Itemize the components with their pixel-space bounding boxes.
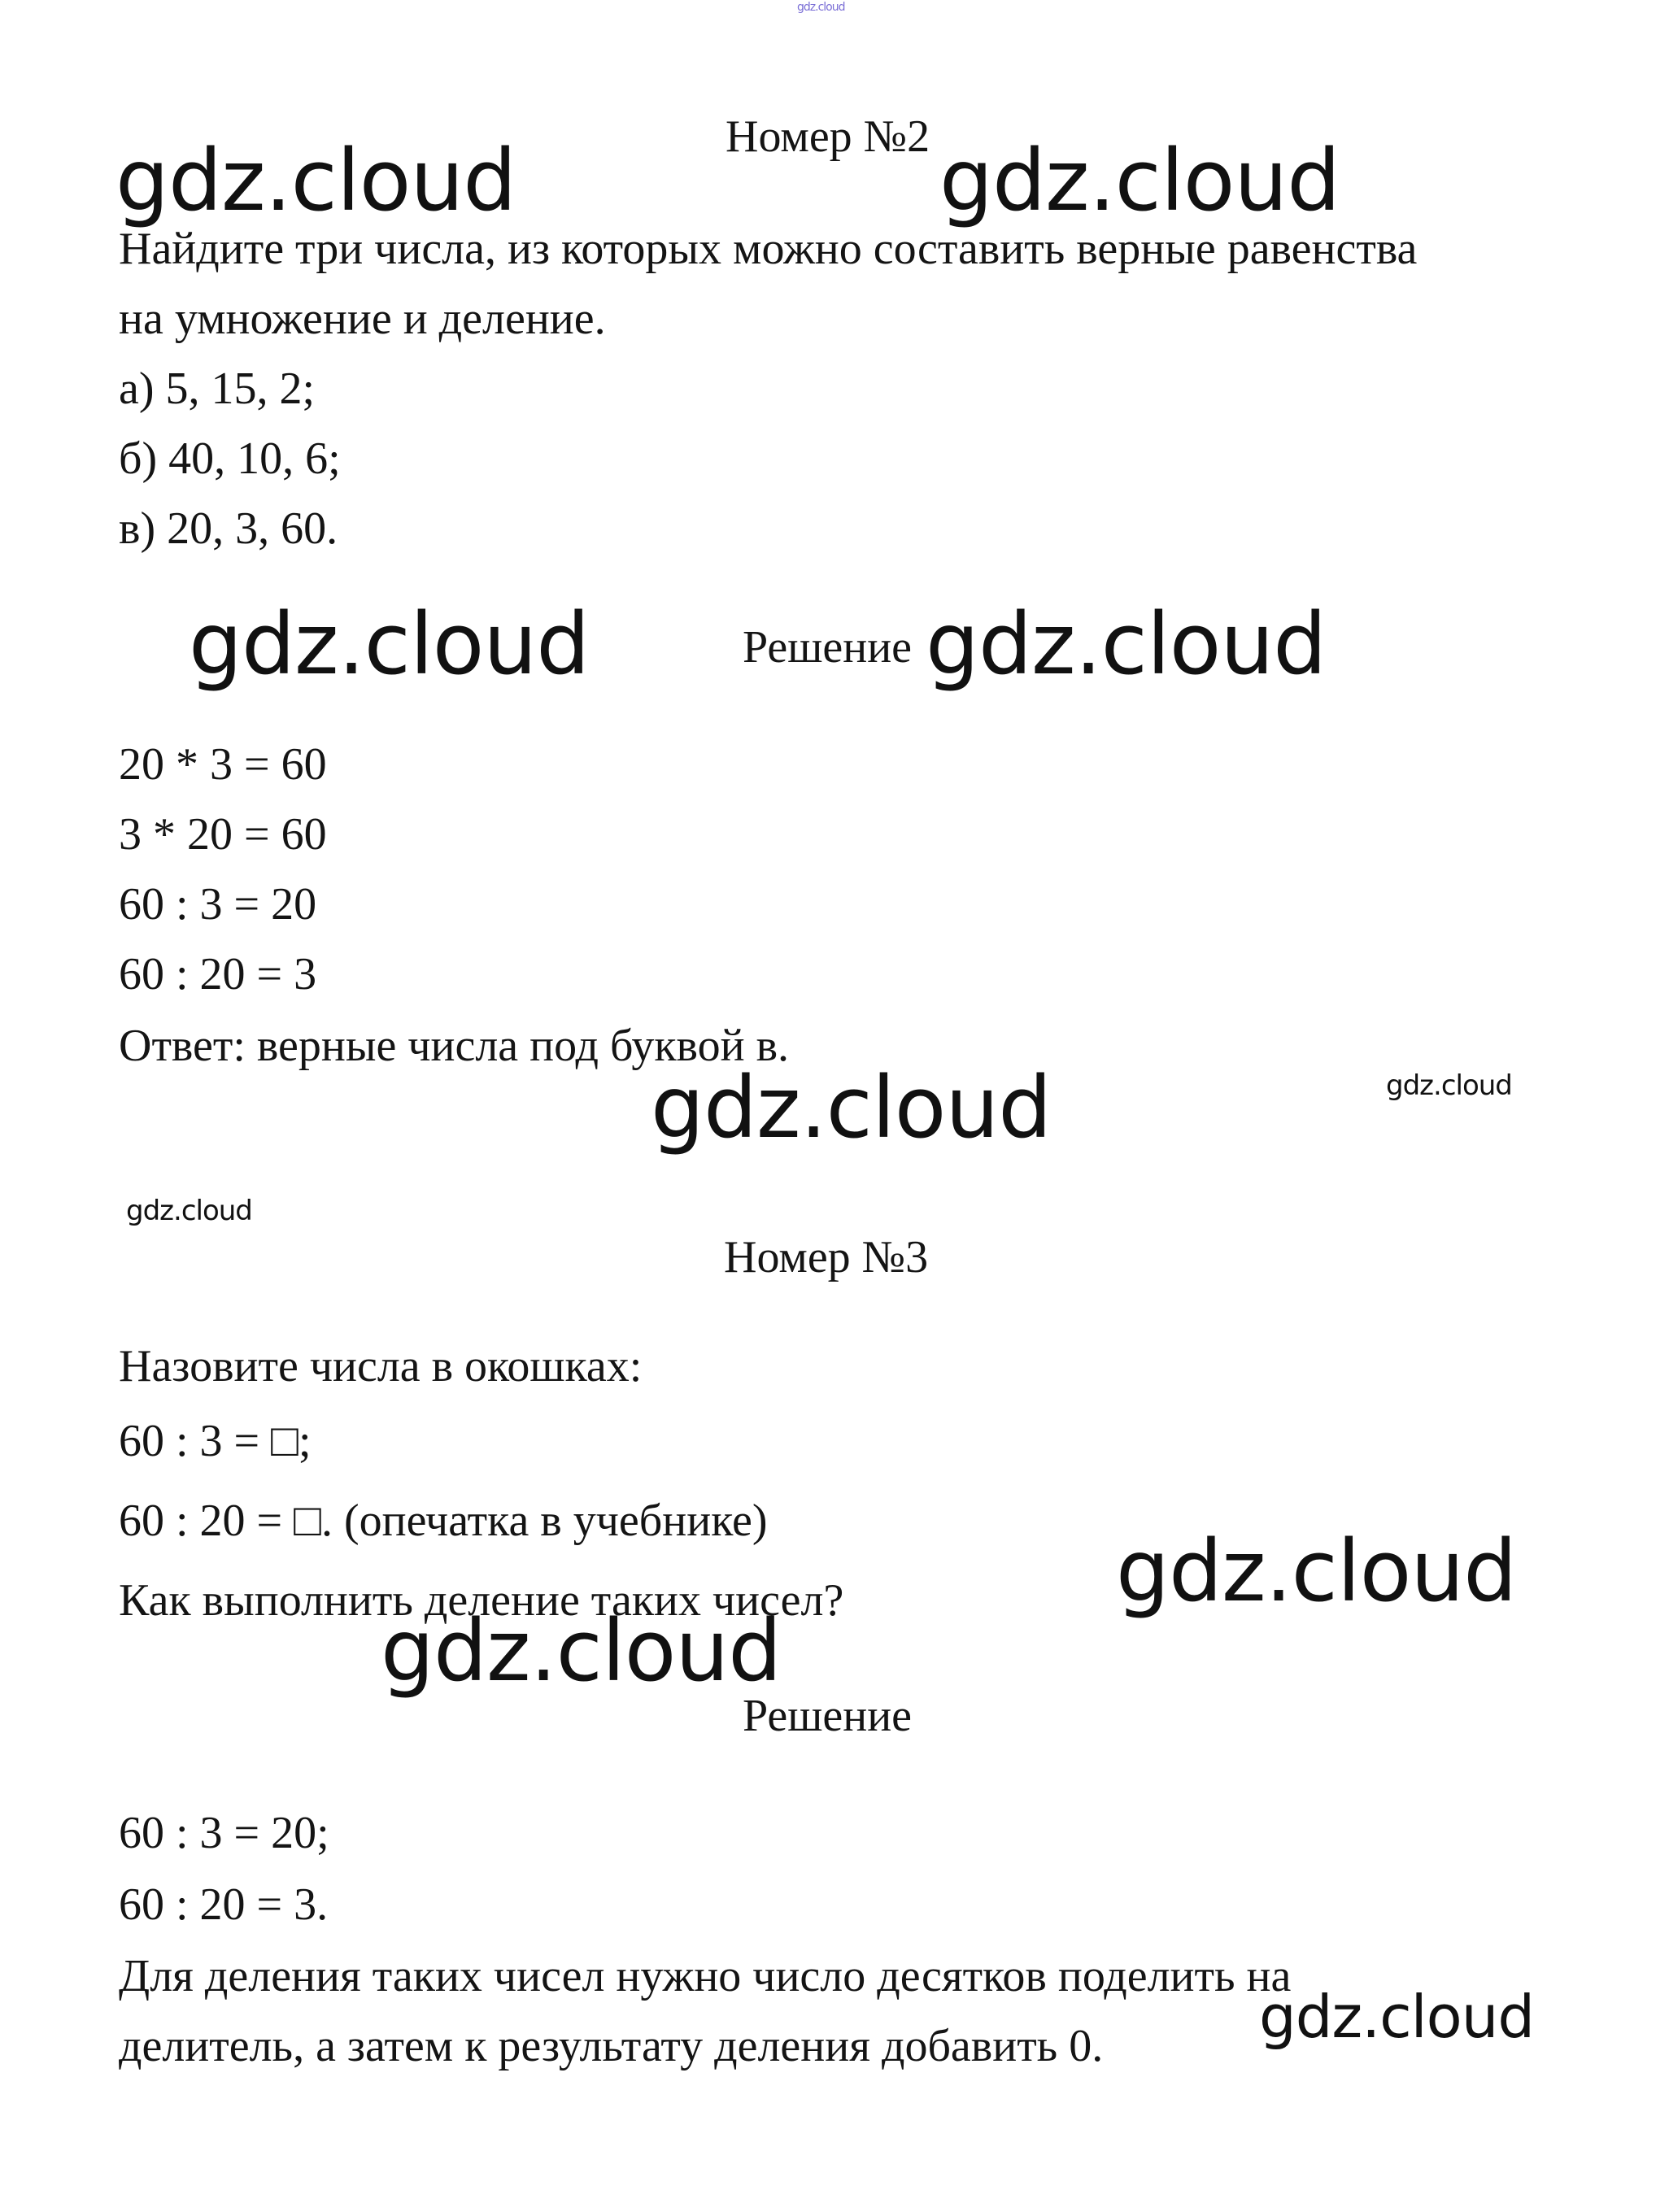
task3-solution-line: 60 : 3 = 20; [119,1808,329,1858]
watermark: gdz.cloud [939,131,1340,230]
task2-answer: Ответ: верные числа под буквой в. [119,1021,790,1071]
watermark: gdz.cloud [1116,1522,1517,1621]
task3-solution-line: 60 : 20 = 3. [119,1879,329,1930]
watermark: gdz.cloud [115,131,516,230]
watermark: gdz.cloud [926,594,1327,694]
task2-solution-title: Решение [743,622,913,673]
task2-title: Номер №2 [726,111,930,162]
task2-solution-line: 20 * 3 = 60 [119,739,327,790]
task2-question-line2: на умножение и деление. [119,294,606,344]
task3-solution-title: Решение [743,1691,913,1741]
task3-question-line1: Назовите числа в окошках: [119,1341,643,1391]
task3-explanation-line2: делитель, а затем к результату деления добавить 0. [119,2021,1104,2071]
task2-question-line1: Найдите три числа, из которых можно составить верные равенства [119,224,1418,274]
watermark: gdz.cloud [189,594,590,694]
task3-question-line2: 60 : 3 = □; [119,1416,312,1466]
watermark: gdz.cloud [126,1195,252,1227]
task2-solution-line: 60 : 3 = 20 [119,879,317,930]
task3-question-line4: Как выполнить деление таких чисел? [119,1575,844,1626]
watermark-top-tiny: gdz.cloud [797,1,845,14]
task2-option-b: б) 40, 10, 6; [119,433,341,484]
task2-solution-line: 3 * 20 = 60 [119,809,327,860]
task3-title: Номер №3 [724,1232,929,1282]
task2-option-a: а) 5, 15, 2; [119,364,316,414]
watermark: gdz.cloud [1386,1069,1512,1102]
task2-option-c: в) 20, 3, 60. [119,503,338,554]
task3-explanation-line1: Для деления таких чисел нужно число десятков поделить на [119,1951,1292,2001]
watermark: gdz.cloud [1259,1983,1535,2051]
watermark: gdz.cloud [651,1058,1052,1157]
task3-question-line3: 60 : 20 = □. (опечатка в учебнике) [119,1496,768,1546]
task2-solution-line: 60 : 20 = 3 [119,949,317,999]
watermark: gdz.cloud [381,1601,782,1700]
